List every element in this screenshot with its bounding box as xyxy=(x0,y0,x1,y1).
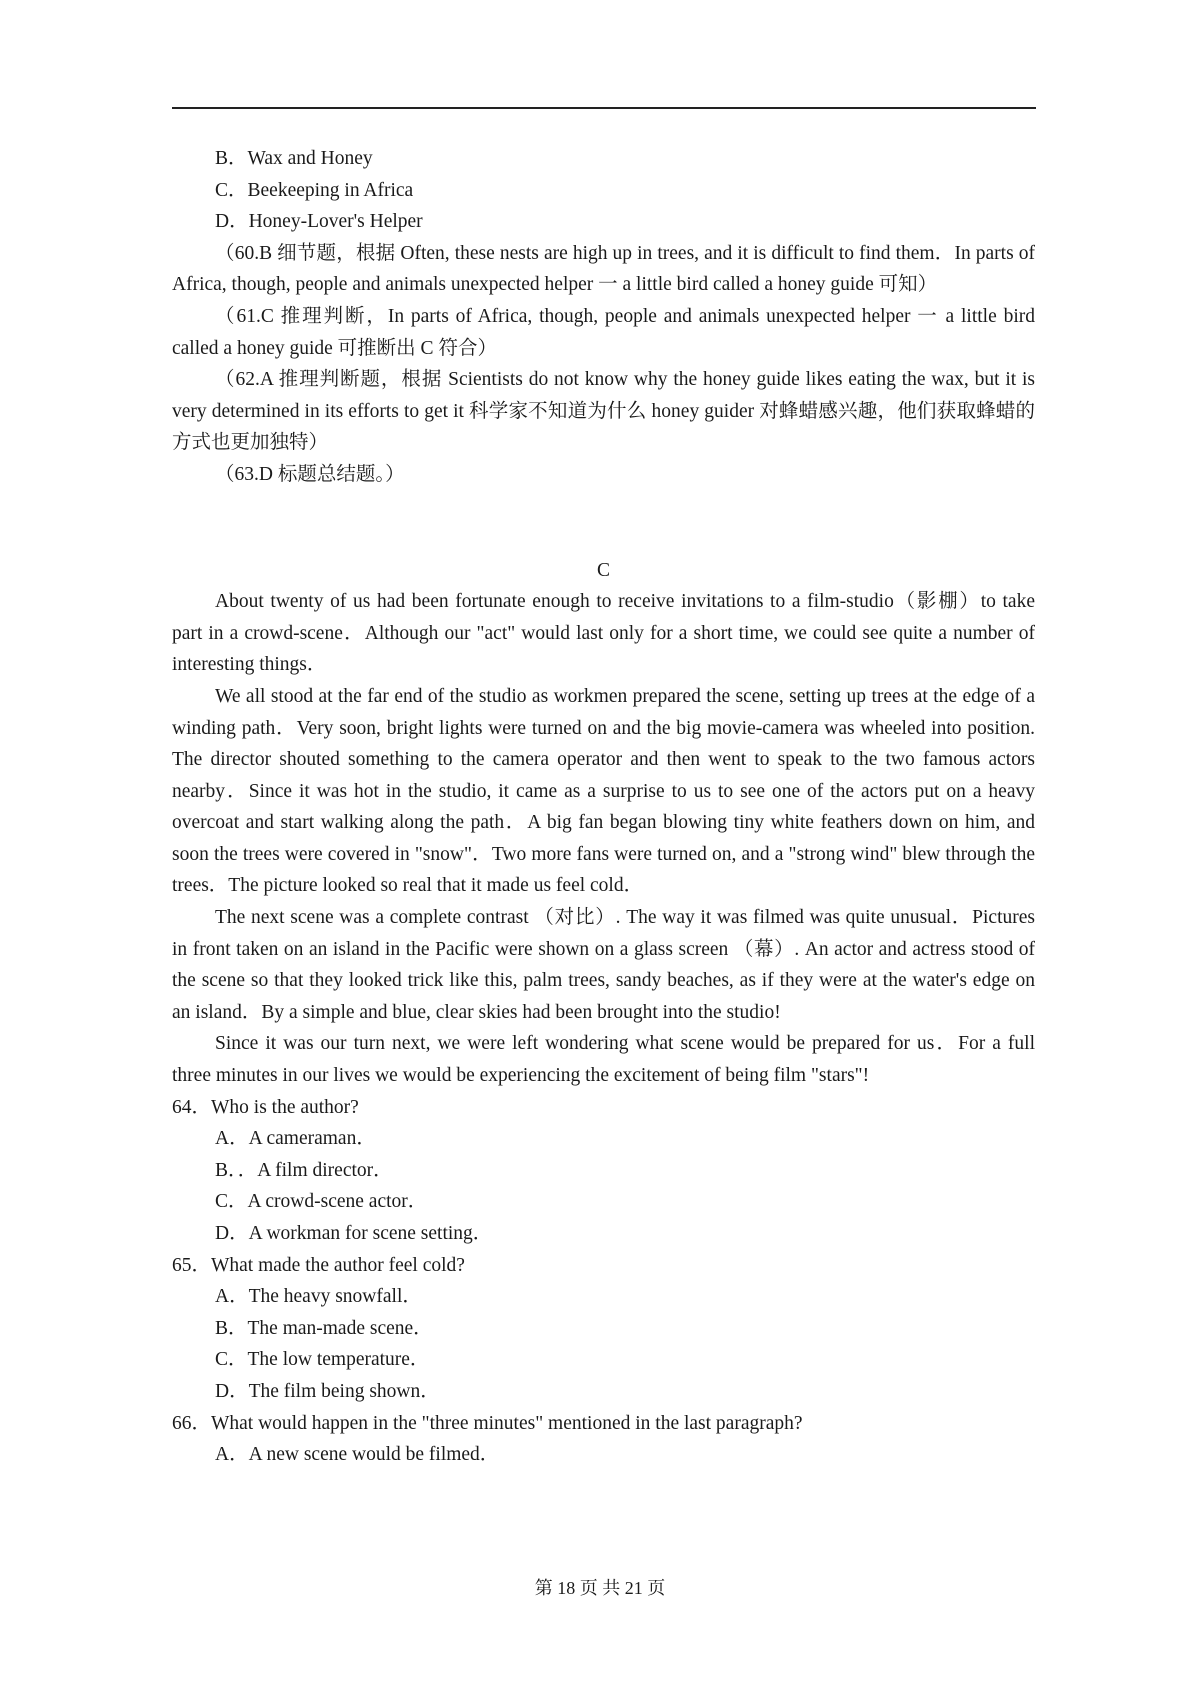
question-64-option-c: C．A crowd-scene actor． xyxy=(215,1191,428,1213)
question-64-stem: 64．Who is the author? xyxy=(172,1096,359,1118)
passage-paragraph-1: About twenty of us had been fortunate enough to receive invitations to a film-studio（影棚）to take part in a crowd-scene．Although our "act" would last only for a short time, we could see quite a number of interesting things． xyxy=(172,591,1035,676)
header-rule xyxy=(172,107,1036,109)
question-65-option-c: C．The low temperature． xyxy=(215,1349,430,1371)
passage-paragraph-2: We all stood at the far end of the studio as workmen prepared the scene, setting up trees at the edge of a winding path．Very soon, bright lights were turned on and the big movie-camera was wheeled into position. The director shouted something to the camera operator and then went to speak to the two famous actors nearby．Since it was hot in the studio, it came as a surprise to us to see one of the actors put on a heavy overcoat and start walking along the path．A big fan began blowing tiny white feathers down on him, and soon the trees were covered in "snow"．Two more fans were turned on, and a "strong wind" blew through the trees．The picture looked so real that it made us feel cold． xyxy=(172,685,1035,897)
explanation-60: （60.B 细节题，根据 Often, these nests are high up in trees, and it is difficult to find them．In parts of Africa, though, people and animals unexpected helper 一 a little bird called a honey guide 可知） xyxy=(172,242,1035,296)
question-65-option-a: A．The heavy snowfall． xyxy=(215,1286,422,1308)
question-64-option-a: A．A cameraman． xyxy=(215,1128,376,1150)
question-66-stem: 66．What would happen in the "three minutes" mentioned in the last paragraph? xyxy=(172,1412,803,1434)
option-c: C．Beekeeping in Africa xyxy=(215,179,414,201)
option-b: B．Wax and Honey xyxy=(215,148,373,169)
explanation-61: （61.C 推理判断，In parts of Africa, though, people and animals unexpected helper 一 a little bird called a honey guide 可推断出 C 符合） xyxy=(172,305,1035,359)
spacer xyxy=(172,491,1035,555)
passage-paragraph-3: The next scene was a complete contrast （对比）. The way it was filmed was quite unusual．Pictures in front taken on an island in the Pacific were shown on a glass screen （幕）. An actor and actress stood of the scene so that they looked trick like this, palm trees, sandy beaches, as if they were at the water's edge on an island．By a simple and blue, clear skies had been brought into the studio! xyxy=(172,907,1035,1023)
question-66-option-a: A．A new scene would be filmed． xyxy=(215,1444,500,1466)
question-64-option-b: B．．A film director． xyxy=(215,1159,393,1181)
question-65-stem: 65．What made the author feel cold? xyxy=(172,1254,465,1276)
question-65-option-d: D．The film being shown． xyxy=(215,1380,440,1402)
passage-paragraph-4: Since it was our turn next, we were left wondering what scene would be prepared for us．For a full three minutes in our lives we would be experiencing the excitement of being film "stars"! xyxy=(172,1033,1035,1087)
question-64-option-d: D．A workman for scene setting． xyxy=(215,1223,493,1244)
explanation-63: （63.D 标题总结题。） xyxy=(215,463,405,485)
option-d: D．Honey-Lover's Helper xyxy=(215,211,423,233)
section-heading: C xyxy=(596,559,610,581)
question-65-option-b: B．The man-made scene． xyxy=(215,1317,433,1339)
explanation-62: （62.A 推理判断题，根据 Scientists do not know why the honey guide likes eating the wax, but it is very determined in its efforts to get it 科学家不知道为什么 honey guider 对蜂蜡感兴趣，他们获取蜂蜡的方式也更加独特） xyxy=(172,369,1035,454)
page-footer: 第 18 页 共 21 页 xyxy=(534,1578,666,1598)
content-block xyxy=(172,143,1035,1471)
